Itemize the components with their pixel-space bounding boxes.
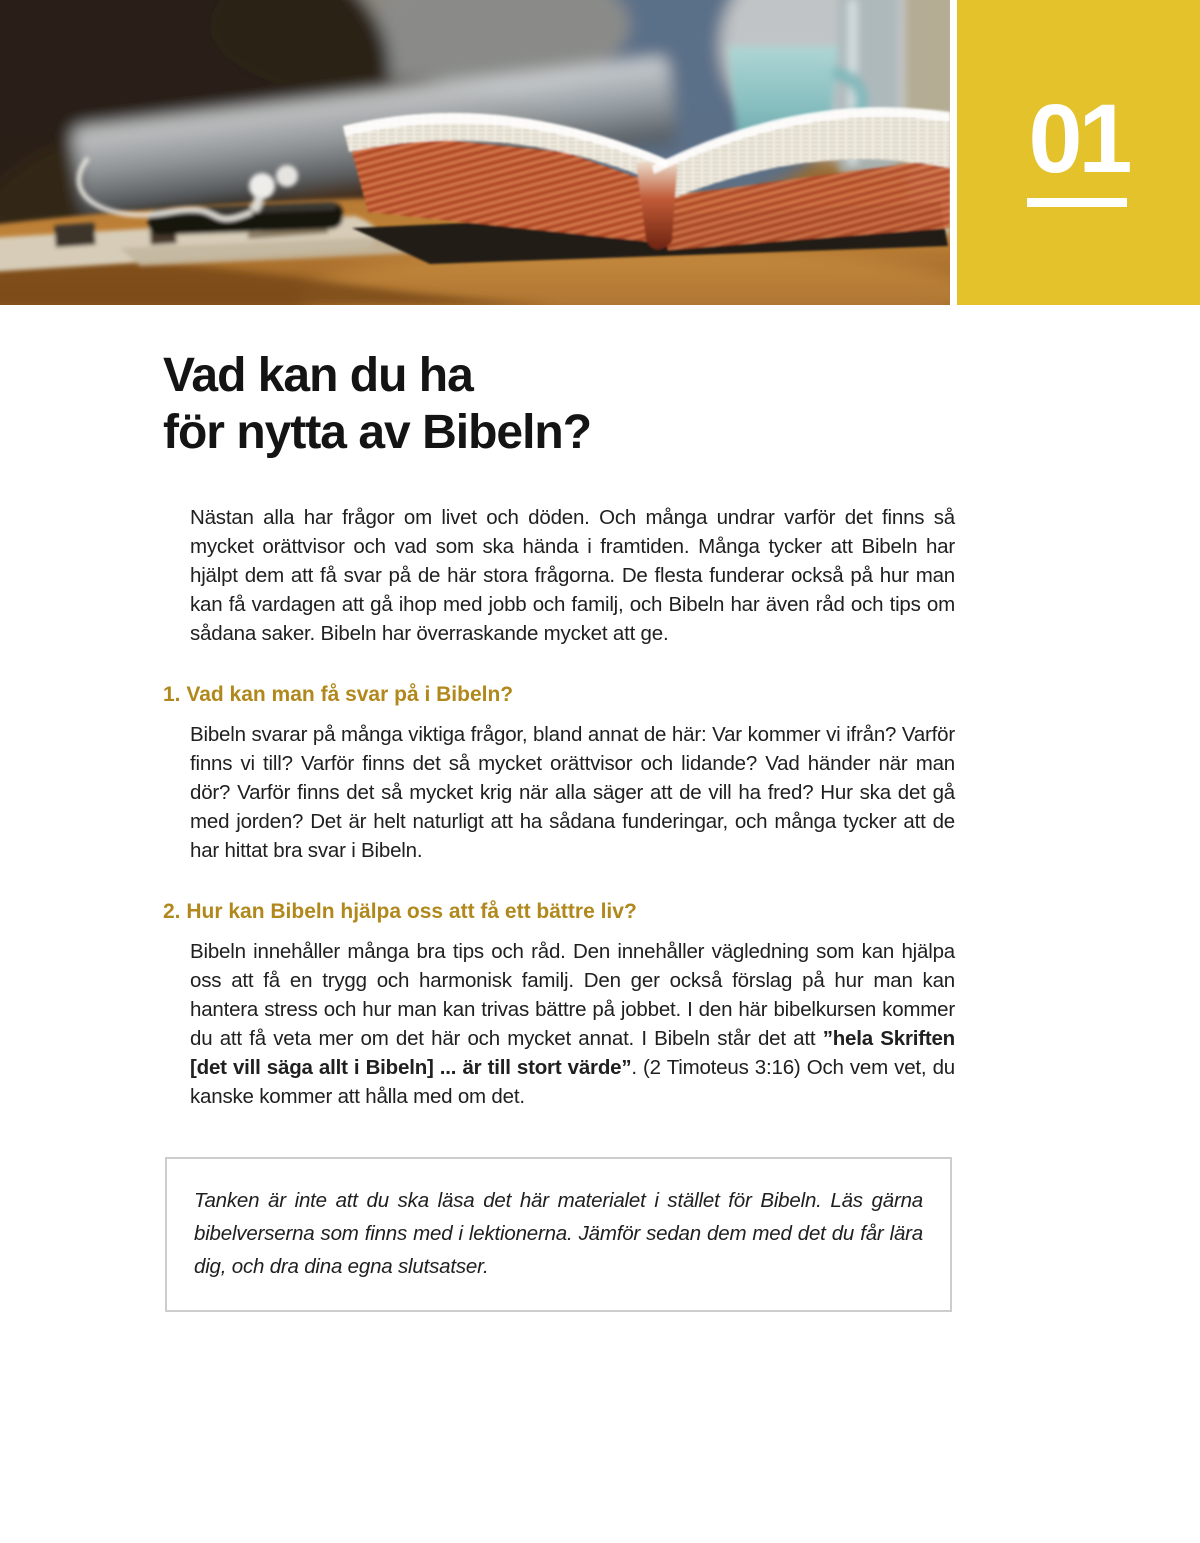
question-2-paragraph <box>190 937 955 1111</box>
scripture-quote: ”hela Skriften [det vill säga allt i Bibeln] ... är till stort värde” <box>190 1027 955 1079</box>
photo-earbud <box>249 173 275 199</box>
chapter-badge <box>957 0 1200 305</box>
note-box <box>165 1157 952 1312</box>
question-2-text-after-quote: . (2 Timoteus 3:16) Och vem vet, du kanske kommer att hålla med om det. <box>190 1056 955 1108</box>
lesson-content <box>0 305 1200 1312</box>
page-title <box>163 347 1200 461</box>
note-text: Tanken är inte att du ska läsa det här materialet i stället för Bibeln. Läs gärna bibelverserna som finns med i lektionerna. Jämför sedan dem med det du får lära dig, och dra dina egna slutsatser. <box>194 1189 923 1278</box>
question-2-heading: 2. Hur kan Bibeln hjälpa oss att få ett bättre liv? <box>163 900 637 923</box>
chapter-number: 01 <box>1028 84 1129 193</box>
chapter-number-underline <box>1027 198 1127 207</box>
question-1-paragraph: Bibeln svarar på många viktiga frågor, bland annat de här: Var kommer vi ifrån? Varför finns vi till? Varför finns det så mycket orättvisor och lidande? Vad händer när man dör? Varför finns det så mycket krig när alla säger att de vill ha fred? Hur ska det gå med jorden? Det är helt naturligt att ha sådana funderingar, och många tycker att de har hittat bra svar i Bibeln. <box>190 723 955 862</box>
intro-paragraph: Nästan alla har frågor om livet och döden. Och många undrar varför det finns så mycket orättvisor och vad som ska hända i framtiden. Många tycker att Bibeln har hjälpt dem att få svar på de här stora frågorna. De flesta funderar också på hur man kan få vardagen att gå ihop med jobb och familj, och Bibeln har även råd och tips om sådana saker. Bibeln har överraskande mycket att ge. <box>190 506 955 645</box>
hero-photo <box>0 0 950 305</box>
hero-header <box>0 0 1200 305</box>
question-2-text-before-quote: Bibeln innehåller många bra tips och råd. Den innehåller vägledning som kan hjälpa oss att få en trygg och harmonisk familj. Den ger också förslag på hur man kan hantera stress och hur man kan trivas bättre på jobbet. I den här bibelkursen kommer du att få veta mer om det här och mycket annat. I Bibeln står det att <box>190 940 955 1050</box>
hero-photo-illustration <box>0 0 950 305</box>
page-title-line-2: för nytta av Bibeln? <box>163 406 592 459</box>
page-title-line-1: Vad kan du ha <box>163 349 473 402</box>
question-1-heading: 1. Vad kan man få svar på i Bibeln? <box>163 683 514 706</box>
